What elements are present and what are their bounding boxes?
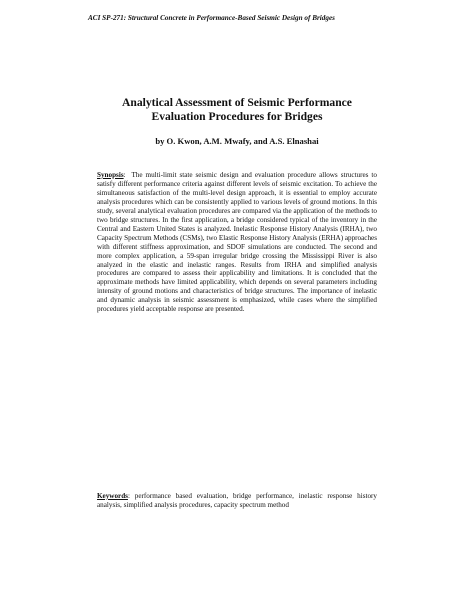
synopsis-separator: : xyxy=(123,171,126,179)
synopsis-label: Synopsis xyxy=(97,171,124,179)
paper-title-line-1: Analytical Assessment of Seismic Performance xyxy=(122,96,352,109)
synopsis-paragraph xyxy=(97,171,377,314)
synopsis-text: The multi-limit state seismic design and evaluation procedure allows structures to satisfy different performance criteria against different levels of seismic excitation. To achieve the simultaneous satisfaction of the multi-level design approach, it is essential to employ accurate analysis procedures which can be consistently applied to various levels of ground motions. In this study, several analytical evaluation procedures are compared via the application of the methods to two bridge structures. In the first application, a bridge considered typical of the inventory in the Central and Eastern United States is analyzed. Inelastic Response History Analysis (IRHA), two Capacity Spectrum Methods (CSMs), two Elastic Response History Analysis (ERHA) approaches with different stiffness approximation, and SDOF simulations are conducted. The second and more complex application, a 59-span irregular bridge crossing the Mississippi River is also analyzed in the elastic and inelastic ranges. Results from IRHA and simplified analysis procedures are compared to assess their applicability and limitations. It is concluded that the approximate methods have limited applicability, which depends on several parameters including intensity of ground motions and characteristics of bridge structures. The importance of inelastic and dynamic analysis in seismic assessment is emphasized, while cases where the simplified procedures yield acceptable response are presented. xyxy=(97,171,377,314)
paper-authors: by O. Kwon, A.M. Mwafy, and A.S. Elnashai xyxy=(155,136,319,146)
keywords-paragraph xyxy=(97,492,377,510)
paper-title xyxy=(60,96,414,124)
running-header: ACI SP-271: Structural Concrete in Performance-Based Seismic Design of Bridges xyxy=(88,14,335,22)
keywords-label: Keywords xyxy=(97,492,128,500)
keywords-text: performance based evaluation, bridge performance, inelastic response history analysis, simplified analysis procedures, capacity spectrum method xyxy=(97,492,377,509)
keywords-separator: : xyxy=(127,492,130,500)
paper-title-line-2: Evaluation Procedures for Bridges xyxy=(151,110,323,123)
